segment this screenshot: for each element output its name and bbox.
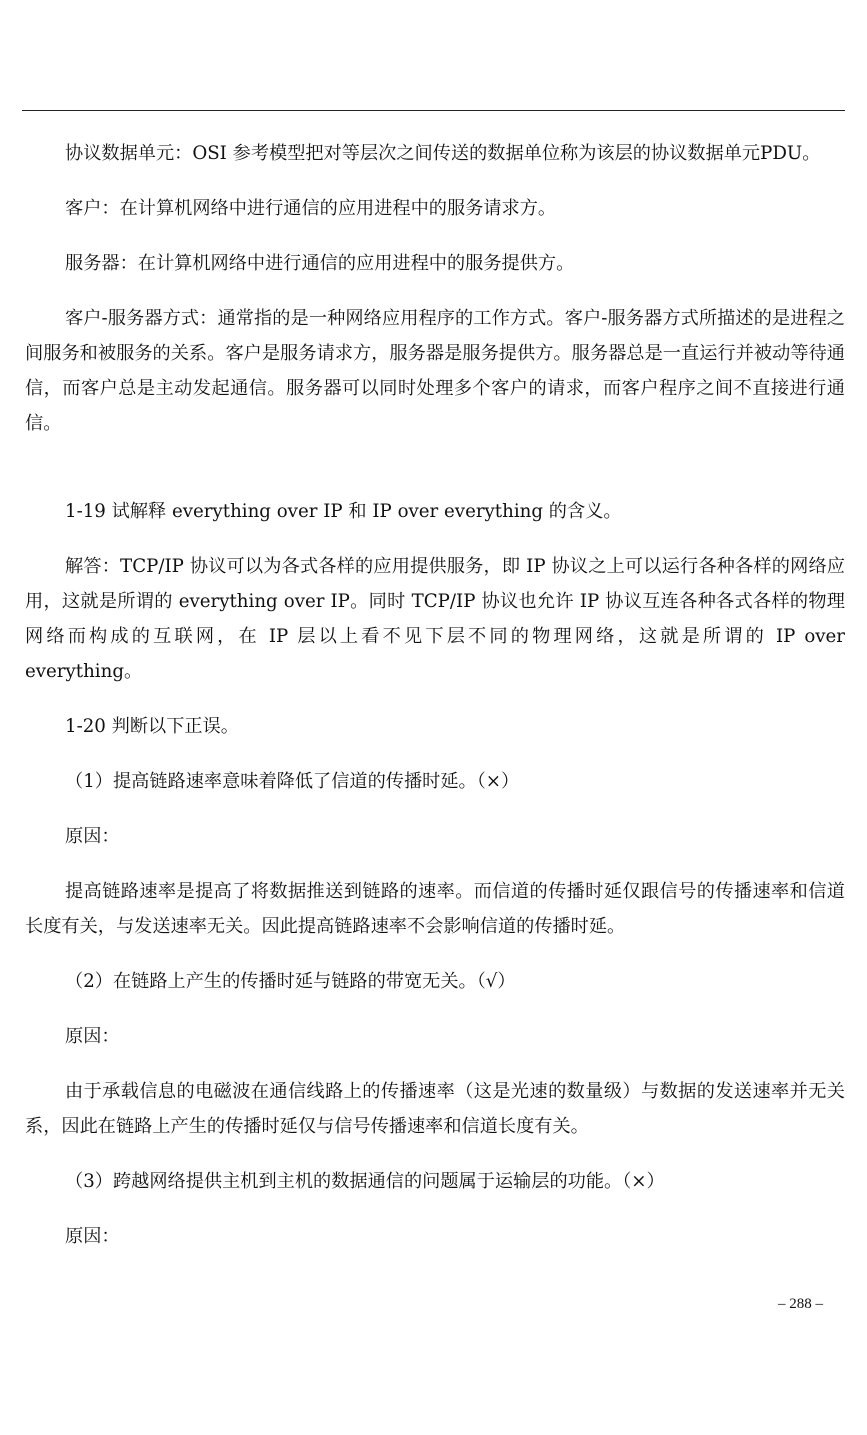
- paragraph-client-definition: 客户：在计算机网络中进行通信的应用进程中的服务请求方。: [65, 198, 557, 219]
- header-rule: [22, 110, 845, 111]
- question-1-20: 1-20 判断以下正误。: [65, 716, 239, 737]
- statement-3: （3）跨越网络提供主机到主机的数据通信的问题属于运输层的功能。（×）: [65, 1171, 665, 1192]
- paragraph-pdu-definition: 协议数据单元：OSI 参考模型把对等层次之间传送的数据单位称为该层的协议数据单元PDU。: [65, 143, 821, 164]
- statement-2: （2）在链路上产生的传播时延与链路的带宽无关。（√）: [65, 971, 516, 992]
- reason-label-3: 原因：: [65, 1226, 120, 1247]
- reason-label-1: 原因：: [65, 826, 120, 847]
- statement-1: （1）提高链路速率意味着降低了信道的传播时延。（×）: [65, 771, 520, 792]
- section-gap: [25, 441, 845, 494]
- paragraph-client-server-mode: 客户-服务器方式：通常指的是一种网络应用程序的工作方式。客户-服务器方式所描述的是进程之间服务和被服务的关系。客户是服务请求方，服务器是服务提供方。服务器总是一直运行并被动等待通信，而客户总是主动发起通信。服务器可以同时处理多个客户的请求，而客户程序之间不直接进行通信。: [25, 308, 845, 434]
- reason-text-1: 提高链路速率是提高了将数据推送到链路的速率。而信道的传播时延仅跟信号的传播速率和信道长度有关，与发送速率无关。因此提高链路速率不会影响信道的传播时延。: [25, 881, 845, 937]
- page-number: – 288 –: [778, 1296, 823, 1312]
- paragraph-server-definition: 服务器：在计算机网络中进行通信的应用进程中的服务提供方。: [65, 253, 575, 274]
- question-1-19: 1-19 试解释 everything over IP 和 IP over everything 的含义。: [65, 501, 622, 522]
- reason-label-2: 原因：: [65, 1026, 120, 1047]
- page-body: [25, 136, 845, 1254]
- reason-text-2: 由于承载信息的电磁波在通信线路上的传播速率（这是光速的数量级）与数据的发送速率并无关系，因此在链路上产生的传播时延仅与信号传播速率和信道长度有关。: [25, 1081, 845, 1137]
- answer-1-19: 解答：TCP/IP 协议可以为各式各样的应用提供服务，即 IP 协议之上可以运行各种各样的网络应用，这就是所谓的 everything over IP。同时 TCP/IP 协议也允许 IP 协议互连各种各式各样的物理网络而构成的互联网，在 IP 层以上看不见下层不同的物理网络，这就是所谓的 IP over everything。: [25, 556, 845, 682]
